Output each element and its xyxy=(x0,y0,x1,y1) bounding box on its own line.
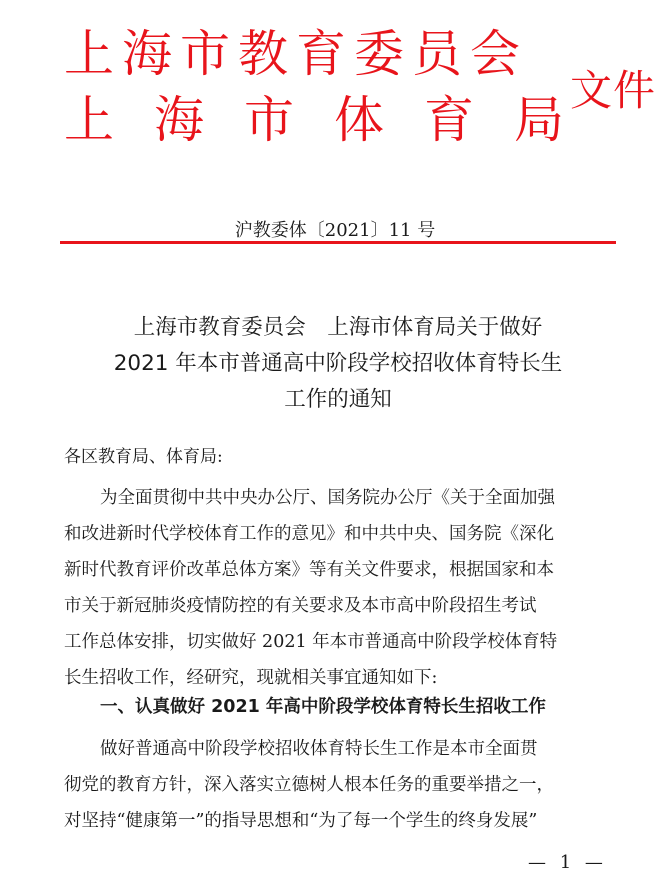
paragraph-line: 对坚持“健康第一”的指导思想和“为了每一个学生的终身发展” xyxy=(64,811,538,831)
page-number: — 1 — xyxy=(528,852,607,873)
paragraph-line: 新时代教育评价改革总体方案》等有关文件要求，根据国家和本 xyxy=(64,560,554,580)
title-line-3: 工作的通知 xyxy=(284,387,392,412)
paragraph-line: 做好普通高中阶段学校招收体育特长生工作是本市全面贯 xyxy=(100,739,538,759)
section-heading: 一、认真做好 2021 年高中阶段学校体育特长生招收工作 xyxy=(100,697,546,717)
paragraph-line: 市关于新冠肺炎疫情防控的有关要求及本市高中阶段招生考试 xyxy=(64,596,537,616)
addressee: 各区教育局、体育局: xyxy=(64,447,223,467)
document-number: 沪教委体〔2021〕11 号 xyxy=(234,220,436,241)
title-line-1: 上海市教育委员会 上海市体育局关于做好 xyxy=(133,315,543,340)
document-label: 文件 xyxy=(570,66,657,115)
paragraph-line: 为全面贯彻中共中央办公厅、国务院办公厅《关于全面加强 xyxy=(100,488,555,508)
paragraph-line: 和改进新时代学校体育工作的意见》和中共中央、国务院《深化 xyxy=(64,524,554,544)
paragraph-line: 工作总体安排，切实做好 2021 年本市普通高中阶段学校体育特 xyxy=(64,632,558,652)
issuer-name-1: 上海市教育委员会 xyxy=(64,25,528,83)
red-divider xyxy=(60,241,616,244)
title-line-2: 2021 年本市普通高中阶段学校招收体育特长生 xyxy=(113,351,563,376)
issuer-name-2: 上海市体育局 xyxy=(64,91,604,149)
notice-title xyxy=(60,310,616,418)
paragraph-line: 彻党的教育方针，深入落实立德树人根本任务的重要举措之一， xyxy=(64,775,554,795)
paragraph-line: 长生招收工作，经研究，现就相关事宜通知如下: xyxy=(64,668,438,688)
